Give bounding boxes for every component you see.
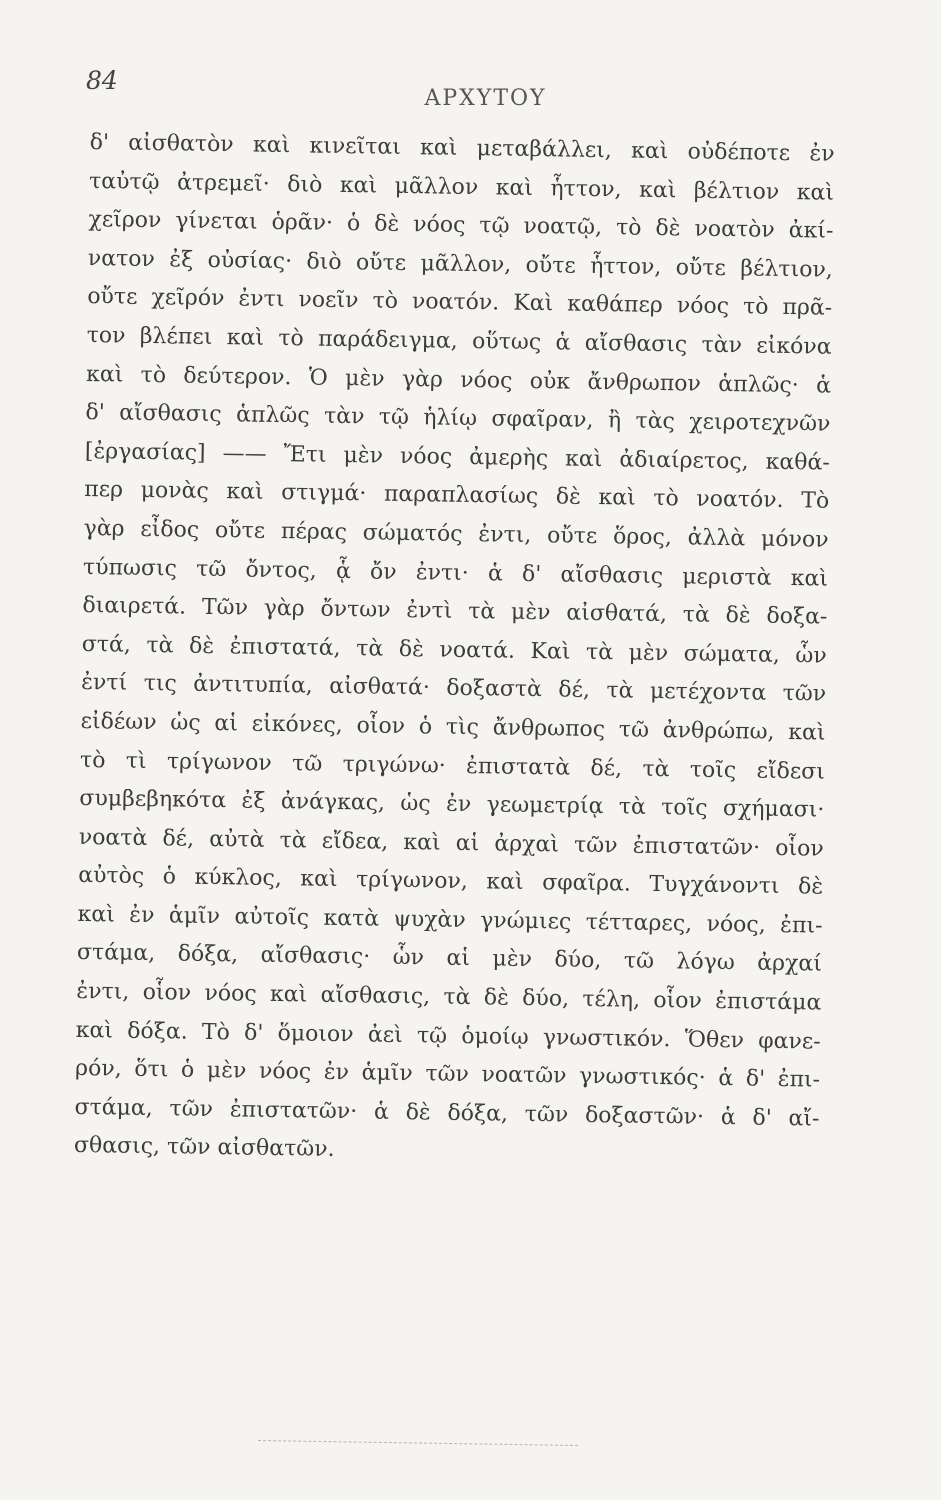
text-line: τύπωσις τῶ ὄντος, ᾇ ὄν ἐντι· ἁ δ' αἴσθασις μεριστὰ καὶ	[82, 554, 829, 592]
text-line: στά, τὰ δὲ ἐπιστατά, τὰ δὲ νοατά. Καὶ τὰ μὲν σώματα, ὧν	[81, 631, 827, 669]
text-line: καὶ τὸ δεύτερον. Ὁ μὲν γὰρ νόος οὐκ ἄνθρωπον ἁπλῶς· ἁ	[85, 361, 832, 399]
text-line: ταὐτῷ ἀτρεμεῖ· διὸ καὶ μᾶλλον καὶ ἧττον, καὶ βέλτιον καὶ	[88, 168, 835, 206]
text-line-last: σθασις, τῶν αἰσθατῶν.	[73, 1133, 335, 1163]
text-line: περ μονὰς καὶ στιγμά· παραπλασίως δὲ καὶ τὸ νοατόν. Τὸ	[84, 477, 830, 514]
text-line: ἐντι, οἷον νόος καὶ αἴσθασις, τὰ δὲ δύο, τέλη, οἷον ἐπιστάμα	[76, 978, 822, 1016]
text-line: καὶ ἐν ἁμῖν αὐτοῖς κατὰ ψυχὰν γνώμιες τέτταρες, νόος, ἐπι-	[77, 901, 823, 939]
text-line: διαιρετά. Τῶν γὰρ ὄντων ἐντὶ τὰ μὲν αἰσθατά, τὰ δὲ δοξα-	[82, 593, 828, 630]
text-line: [ἐργασίας] —— Ἔτι μὲν νόος ἀμερὴς καὶ ἀδιαίρετος, καθά-	[84, 438, 830, 476]
text-line: ρόν, ὅτι ὁ μὲν νόος ἐν ἁμῖν τῶν νοατῶν γνωστικός· ἁ δ' ἐπι-	[74, 1056, 821, 1093]
text-line: γὰρ εἶδος οὔτε πέρας σώματός ἐντι, οὔτε ὅρος, ἀλλὰ μόνον	[83, 515, 829, 553]
running-head: ΑΡΧΥΤΟΥ	[424, 86, 547, 111]
text-line: οὔτε χεῖρόν ἐντι νοεῖν τὸ νοατόν. Καὶ καθάπερ νόος τὸ πρᾶ-	[87, 284, 833, 322]
text-line: εἰδέων ὡς αἱ εἰκόνες, οἷον ὁ τὶς ἄνθρωπος τῶ ἀνθρώπω, καὶ	[80, 708, 826, 746]
text-line: δ' αἰσθατὸν καὶ κινεῖται καὶ μεταβάλλει, καὶ οὐδέποτε ἐν	[89, 129, 835, 167]
text-line: τὸ τὶ τρίγωνον τῶ τριγώνω· ἐπιστατὰ δέ, τὰ τοῖς εἴδεσι	[79, 747, 826, 785]
body-text	[74, 124, 835, 1178]
text-line: δ' αἴσθασις ἁπλῶς τὰν τῷ ἡλίῳ σφαῖραν, ἢ τὰς χειροτεχνῶν	[85, 400, 831, 437]
text-line: νατον ἐξ οὐσίας· διὸ οὔτε μᾶλλον, οὔτε ἧττον, οὔτε βέλτιον,	[87, 245, 833, 283]
text-line: ἐντί τις ἀντιτυπία, αἰσθατά· δοξαστὰ δέ, τὰ μετέχοντα τῶν	[81, 670, 827, 707]
text-line: νοατὰ δέ, αὐτὰ τὰ εἴδεα, καὶ αἱ ἀρχαὶ τῶν ἐπιστατῶν· οἷον	[78, 824, 824, 862]
text-line: στάμα, δόξα, αἴσθασις· ὧν αἱ μὲν δύο, τῶ λόγω ἀρχαί	[76, 940, 823, 978]
text-line: στάμα, τῶν ἐπιστατῶν· ἁ δὲ δόξα, τῶν δοξαστῶν· ἁ δ' αἴ-	[74, 1094, 820, 1132]
bottom-rule	[258, 1440, 578, 1446]
text-line: καὶ δόξα. Τὸ δ' ὅμοιον ἀεὶ τῷ ὁμοίῳ γνωστικόν. Ὅθεν φανε-	[75, 1017, 821, 1055]
text-line: αὐτὸς ὁ κύκλος, καὶ τρίγωνον, καὶ σφαῖρα. Τυγχάνοντι δὲ	[77, 863, 824, 900]
text-line: συμβεβηκότα ἐξ ἀνάγκας, ὡς ἐν γεωμετρίᾳ τὰ τοῖς σχήμασι·	[79, 786, 825, 823]
page-number: 84	[86, 66, 118, 95]
text-line: τον βλέπει καὶ τὸ παράδειγμα, οὕτως ἁ αἴσθασις τὰν εἰκόνα	[86, 322, 832, 360]
text-line: χεῖρον γίνεται ὁρᾶν· ὁ δὲ νόος τῷ νοατῷ, τὸ δὲ νοατὸν ἀκί-	[88, 207, 834, 244]
